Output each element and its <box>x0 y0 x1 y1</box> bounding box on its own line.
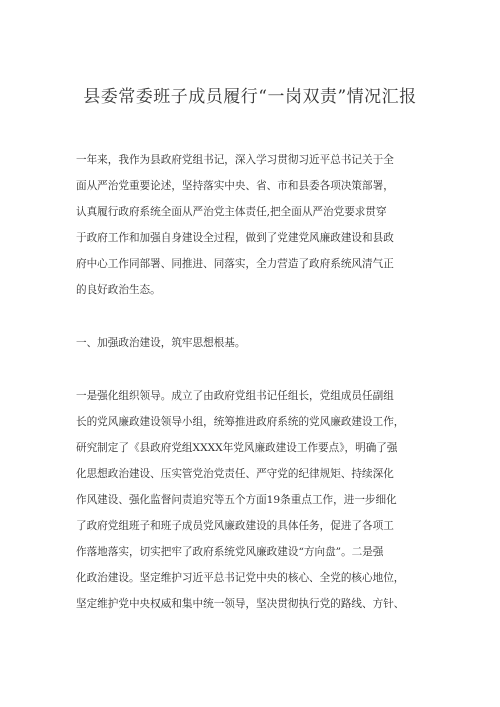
body-line-1: 一是强化组织领导。成立了由政府党组书记任组长，党组成员任副组 <box>76 390 394 402</box>
body-line-7: 作落地落实，切实把牢了政府系统党风廉政建设“方向盘”。二是强 <box>76 546 384 558</box>
body-line-6: 了政府党组班子和班子成员党风廉政建设的具体任务，促进了各项工 <box>76 520 394 532</box>
intro-line-4: 于政府工作和加强自身建设全过程，做到了党建党风廉政建设和县政 <box>76 232 394 244</box>
body-line-3: 研究制定了《县政府党组XXXX年党风廉政建设工作要点》，明确了强 <box>76 442 398 454</box>
intro-line-3: 认真履行政府系统全面从严治党主体责任,把全面从严治党要求贯穿 <box>76 206 387 218</box>
intro-line-5: 府中心工作同部署、同推进、同落实，全力营造了政府系统风清气正 <box>76 258 394 270</box>
body-line-2: 长的党风廉政建设领导小组，统筹推进政府系统的党风廉政建设工作， <box>76 416 405 428</box>
body-line-9: 坚定维护党中央权威和集中统一领导，坚决贯彻执行党的路线、方针、 <box>76 598 405 610</box>
intro-line-1: 一年来，我作为县政府党组书记，深入学习贯彻习近平总书记关于全 <box>76 154 394 166</box>
document-title: 县委常委班子成员履行“一岗双责”情况汇报 <box>83 87 417 107</box>
body-line-5: 作风建设、强化监督问责追究等五个方面19条重点工作，进一步细化 <box>76 494 397 506</box>
intro-line-6: 的良好政治生态。 <box>76 284 161 296</box>
section-heading: 一、加强政治建设，筑牢思想根基。 <box>76 337 246 349</box>
body-line-8: 化政治建设。坚定维护习近平总书记党中央的核心、全党的核心地位， <box>76 572 405 584</box>
body-line-4: 化思想政治建设、压实管党治党责任、严守党的纪律规矩、持续深化 <box>76 468 394 480</box>
intro-line-2: 面从严治党重要论述，坚持落实中央、省、市和县委各项决策部署， <box>76 180 394 192</box>
